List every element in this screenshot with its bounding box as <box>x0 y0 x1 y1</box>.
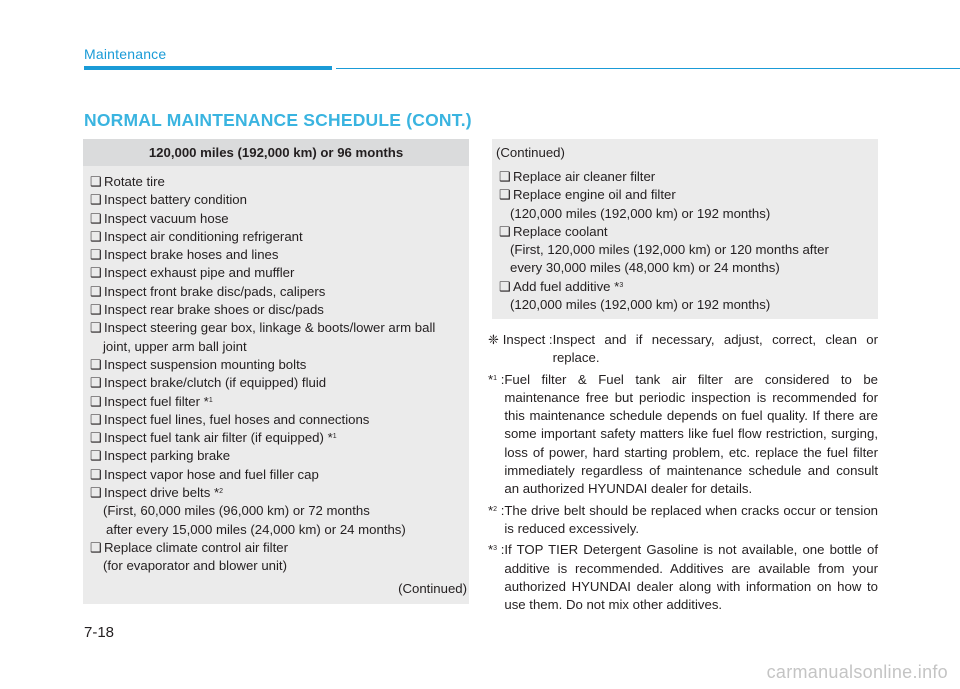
continued-label: (Continued) <box>398 580 467 596</box>
checkbox-icon: ❑ <box>90 210 102 226</box>
list-item-continuation: (120,000 miles (192,000 km) or 192 months) <box>510 297 771 313</box>
list-item-continuation: (First, 120,000 miles (192,000 km) or 120 months after <box>510 242 829 258</box>
checkbox-icon: ❑ <box>90 228 102 244</box>
checkbox-icon: ❑ <box>499 187 511 203</box>
list-item: ❑ Inspect fuel filter *$^1$ <box>83 393 469 411</box>
checkbox-icon: ❑ <box>90 448 102 464</box>
note-footnote-1 <box>488 371 878 499</box>
list-item: ❑ Replace climate control air filter <box>83 539 469 557</box>
list-item-continuation: every 30,000 miles (48,000 km) or 24 months) <box>510 260 780 276</box>
list-item: ❑ Inspect fuel lines, fuel hoses and connections <box>83 411 469 429</box>
list-item: ❑ Inspect brake hoses and lines <box>83 246 469 264</box>
note-footnote-2 <box>488 502 878 539</box>
list-item: ❑ Inspect suspension mounting bolts <box>83 356 469 374</box>
note-key: *$^2$ : <box>488 502 505 518</box>
checkbox-icon: ❑ <box>90 539 102 555</box>
schedule-panel-left <box>83 139 469 604</box>
page-title: NORMAL MAINTENANCE SCHEDULE (CONT.) <box>84 110 472 130</box>
checkbox-icon: ❑ <box>90 430 102 446</box>
checkbox-icon: ❑ <box>90 411 102 427</box>
page-number: 7-18 <box>84 624 115 641</box>
continued-heading: (Continued) <box>496 145 565 160</box>
checkbox-icon: ❑ <box>90 283 102 299</box>
list-item: ❑ Inspect front brake disc/pads, calipers <box>83 283 469 301</box>
list-item: ❑ Inspect battery condition <box>83 191 469 209</box>
list-item: ❑ Inspect rear brake shoes or disc/pads <box>83 301 469 319</box>
note-key: ❈ Inspect : <box>488 332 553 347</box>
list-item: ❑ Replace engine oil and filter <box>492 186 878 204</box>
schedule-panel-right <box>492 139 878 319</box>
interval-heading: 120,000 miles (192,000 km) or 96 months <box>83 139 469 166</box>
checkbox-icon: ❑ <box>90 265 102 281</box>
list-item: ❑ Add fuel additive *$^3$ <box>492 278 878 296</box>
checkbox-icon: ❑ <box>90 302 102 318</box>
note-body: If TOP TIER Detergent Gasoline is not available, one bottle of additive is recommended. Additives are available from your authorized HYUNDAI dealer along with information on how to use them. Do not mix other additives. <box>504 542 878 613</box>
checkbox-icon: ❑ <box>499 223 511 239</box>
list-item: ❑ Inspect parking brake <box>83 447 469 465</box>
list-item: ❑ Inspect vacuum hose <box>83 210 469 228</box>
note-body: Inspect and if necessary, adjust, correct, clean or replace. <box>552 332 878 366</box>
checkbox-icon: ❑ <box>90 247 102 263</box>
list-item-continuation: (120,000 miles (192,000 km) or 192 months) <box>510 205 771 221</box>
list-item-continuation: after every 15,000 miles (24,000 km) or 24 months) <box>106 521 406 537</box>
note-key: *$^1$ : <box>488 371 505 387</box>
checklist-left <box>83 166 469 576</box>
list-item-continuation: joint, upper arm ball joint <box>103 338 247 354</box>
list-item-continuation: (First, 60,000 miles (96,000 km) or 72 months <box>103 503 370 519</box>
header-rule-thin <box>336 68 960 69</box>
footnote-marker: 1 <box>332 433 337 441</box>
note-inspect <box>488 331 878 368</box>
checkbox-icon: ❑ <box>90 393 102 409</box>
list-item: ❑ Inspect steering gear box, linkage & boots/lower arm ball <box>83 319 469 337</box>
note-key: *$^3$ : <box>488 542 505 558</box>
footnote-marker: 3 <box>619 281 624 289</box>
list-item: ❑ Inspect fuel tank air filter (if equipped) *$^1$ <box>83 429 469 447</box>
checkbox-icon: ❑ <box>499 169 511 184</box>
list-item: ❑ Inspect vapor hose and fuel filler cap <box>83 466 469 484</box>
section-label: Maintenance <box>84 46 167 62</box>
footnote-marker: 2 <box>219 488 223 496</box>
note-body: Fuel filter & Fuel tank air filter are considered to be maintenance free but periodic inspection is recommended for this maintenance schedule depends on fuel quality. If there are some important safety matters like fuel flow restriction, surging, loss of power, hard starting problem, etc. replace the fuel filter immediately regardless of maintenance schedule and consult an authorized HYUNDAI dealer for details. <box>504 371 878 497</box>
checkbox-icon: ❑ <box>90 485 102 501</box>
watermark: carmanualsonline.info <box>766 662 948 682</box>
header-rule-thick <box>84 66 332 70</box>
list-item: ❑ Inspect brake/clutch (if equipped) fluid <box>83 374 469 392</box>
list-item-continuation: (for evaporator and blower unit) <box>103 558 287 574</box>
note-body: The drive belt should be replaced when cracks occur or tension is reduced excessively. <box>504 502 878 536</box>
note-footnote-3 <box>488 541 878 614</box>
list-item: ❑ Replace coolant <box>492 223 878 241</box>
checklist-right <box>492 168 878 314</box>
checkbox-icon: ❑ <box>90 174 102 189</box>
checkbox-icon: ❑ <box>90 375 102 391</box>
list-item: ❑ Replace air cleaner filter <box>492 168 878 186</box>
list-item: ❑ Rotate tire <box>83 173 469 191</box>
footnote-marker: 1 <box>208 396 213 404</box>
list-item: ❑ Inspect exhaust pipe and muffler <box>83 264 469 282</box>
checkbox-icon: ❑ <box>90 356 102 372</box>
list-item: ❑ Inspect air conditioning refrigerant <box>83 228 469 246</box>
footnotes <box>488 331 878 617</box>
checkbox-icon: ❑ <box>90 320 102 336</box>
list-item: ❑ Inspect drive belts *$^2$ <box>83 484 469 502</box>
checkbox-icon: ❑ <box>90 192 102 208</box>
checkbox-icon: ❑ <box>499 278 511 294</box>
checkbox-icon: ❑ <box>90 466 102 482</box>
